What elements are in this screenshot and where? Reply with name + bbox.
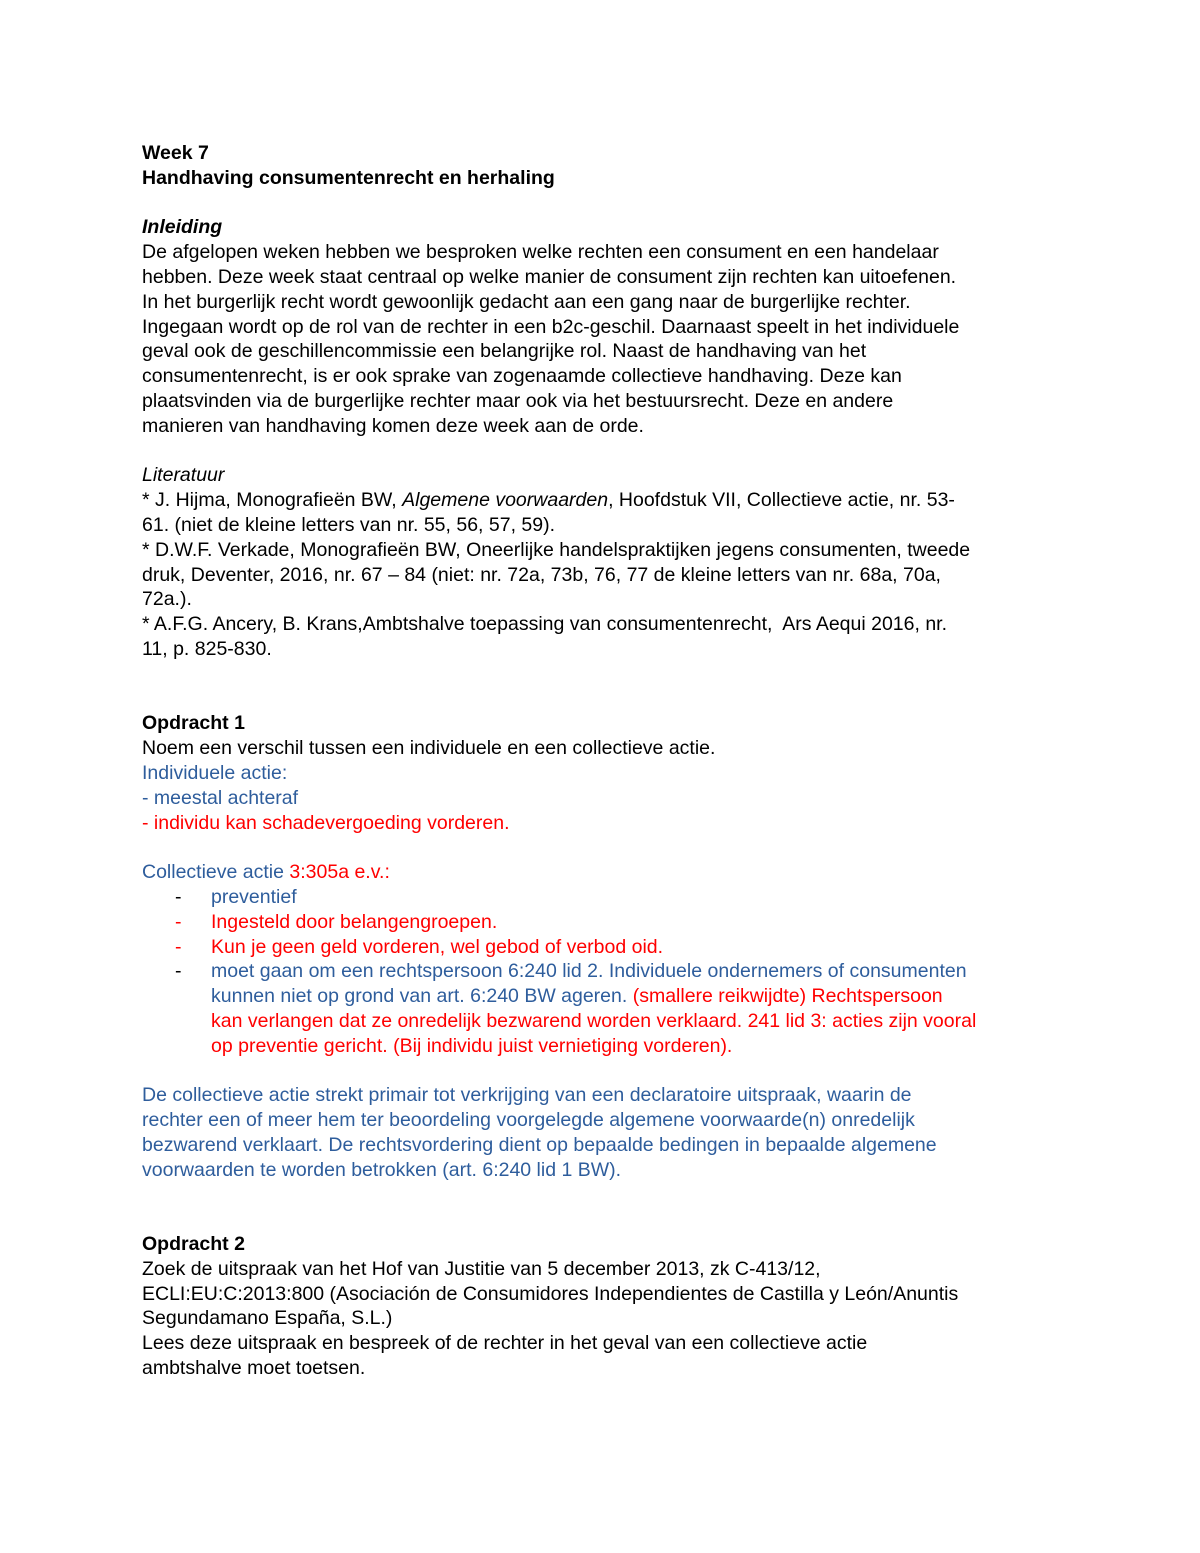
literature-text: , Hoofdstuk VII, Collectieve actie, nr. 53- — [608, 489, 955, 512]
collective-article-ref: 3:305a e.v.: — [289, 861, 390, 884]
literature-list — [142, 488, 1072, 662]
collective-action-paragraph — [142, 1083, 1072, 1182]
intro-paragraph — [142, 240, 1072, 438]
bullet-text: op preventie gericht. (Bij individu juist vernietiging vorderen). — [211, 1034, 733, 1057]
bullet-text: preventief — [211, 885, 297, 908]
literature-item-hijma — [142, 488, 1072, 513]
intro-line: geval ook de geschillencommissie een belangrijke rol. Naast de handhaving van het — [142, 340, 867, 363]
bullet-text: Kun je geen geld vorderen, wel gebod of verbod oid. — [211, 935, 664, 958]
bullet-text-blue: kunnen niet op grond van art. 6:240 BW ageren. — [211, 985, 633, 1008]
paragraph-line: bezwarend verklaart. De rechtsvordering dient op bepaalde bedingen in bepaalde algemene — [142, 1133, 937, 1156]
collective-action-label — [142, 860, 1072, 885]
paragraph-line: rechter een of meer hem ter beoordeling voorgelegde algemene voorwaarde(n) onredelijk — [142, 1109, 915, 1132]
literature-item-verkade: * D.W.F. Verkade, Monografieën BW, Oneerlijke handelspraktijken jegens consumenten, tweede — [142, 538, 971, 561]
intro-line: De afgelopen weken hebben we besproken welke rechten een consument en een handelaar — [142, 241, 939, 264]
intro-line: plaatsvinden via de burgerlijke rechter maar ook via het bestuursrecht. Deze en andere — [142, 389, 894, 412]
spacer — [142, 191, 1072, 216]
paragraph-line: voorwaarden te worden betrokken (art. 6:240 lid 1 BW). — [142, 1158, 622, 1181]
opdracht2-heading: Opdracht 2 — [142, 1233, 245, 1256]
list-item — [142, 910, 1072, 935]
opdracht1-heading: Opdracht 1 — [142, 712, 245, 735]
literature-item-verkade-cont: druk, Deventer, 2016, nr. 67 – 84 (niet: nr. 72a, 73b, 76, 77 de kleine letters van nr. 68a, 70a, — [142, 563, 941, 586]
spacer — [142, 439, 1072, 464]
literature-book-title: Algemene voorwaarden — [402, 489, 609, 512]
document-title: Handhaving consumentenrecht en herhaling — [142, 166, 555, 189]
bullet-dash: - — [175, 935, 182, 958]
individual-action-item: - individu kan schadevergoeding vorderen. — [142, 811, 510, 834]
intro-heading: Inleiding — [142, 216, 223, 239]
paragraph-line: De collectieve actie strekt primair tot verkrijging van een declaratoire uitspraak, waarin de — [142, 1084, 912, 1107]
bullet-text-red: (smallere reikwijdte) Rechtspersoon — [632, 985, 943, 1008]
literature-item-ancery: * A.F.G. Ancery, B. Krans,Ambtshalve toepassing van consumentenrecht, Ars Aequi 2016, nr. — [142, 613, 948, 636]
spacer — [142, 1058, 1072, 1083]
list-item — [142, 959, 1072, 1058]
opdracht2-line: ECLI:EU:C:2013:800 (Asociación de Consumidores Independientes de Castilla y León/Anuntis — [142, 1282, 959, 1305]
opdracht2-line: Segundamano España, S.L.) — [142, 1307, 393, 1330]
intro-line: manieren van handhaving komen deze week aan de orde. — [142, 414, 644, 437]
collective-label-text: Collectieve actie — [142, 861, 290, 884]
bullet-dash: - — [175, 910, 182, 933]
literature-item-ancery-cont: 11, p. 825-830. — [142, 637, 272, 660]
list-item — [142, 935, 1072, 960]
spacer — [142, 1182, 1072, 1232]
opdracht2-line: Zoek de uitspraak van het Hof van Justitie van 5 december 2013, zk C-413/12, — [142, 1257, 821, 1280]
opdracht1-question: Noem een verschil tussen een individuele en een collectieve actie. — [142, 737, 716, 760]
collective-bullet-list — [142, 885, 1072, 1059]
intro-line: hebben. Deze week staat centraal op welke manier de consument zijn rechten kan uitoefenen. — [142, 265, 957, 288]
opdracht2-paragraph — [142, 1257, 1072, 1381]
bullet-text: kan verlangen dat ze onredelijk bezwarend worden verklaard. 241 lid 3: acties zijn vooral — [211, 1009, 977, 1032]
opdracht2-line: Lees deze uitspraak en bespreek of de rechter in het geval van een collectieve actie — [142, 1332, 868, 1355]
spacer — [142, 662, 1072, 712]
intro-line: consumentenrecht, is er ook sprake van zogenaamde collectieve handhaving. Deze kan — [142, 365, 902, 388]
intro-line: Ingegaan wordt op de rol van de rechter in een b2c-geschil. Daarnaast speelt in het individuele — [142, 315, 960, 338]
opdracht2-line: ambtshalve moet toetsen. — [142, 1357, 366, 1380]
bullet-text: moet gaan om een rechtspersoon 6:240 lid 2. Individuele ondernemers of consumenten — [211, 960, 967, 983]
bullet-dash: - — [175, 885, 182, 908]
literature-heading: Literatuur — [142, 464, 225, 487]
individual-action-label: Individuele actie: — [142, 761, 288, 784]
bullet-dash: - — [175, 960, 182, 983]
list-item — [142, 885, 1072, 910]
intro-line: In het burgerlijk recht wordt gewoonlijk gedacht aan een gang naar de burgerlijke rechter. — [142, 290, 911, 313]
bullet-text: Ingesteld door belangengroepen. — [211, 910, 498, 933]
document-page — [142, 141, 1072, 1381]
literature-text: * J. Hijma, Monografieën BW, — [142, 489, 403, 512]
literature-item-hijma-cont: 61. (niet de kleine letters van nr. 55, 56, 57, 59). — [142, 513, 556, 536]
spacer — [142, 835, 1072, 860]
bullet-text — [211, 984, 1072, 1009]
literature-item-verkade-cont: 72a.). — [142, 588, 192, 611]
individual-action-item: - meestal achteraf — [142, 786, 299, 809]
week-label: Week 7 — [142, 142, 209, 164]
